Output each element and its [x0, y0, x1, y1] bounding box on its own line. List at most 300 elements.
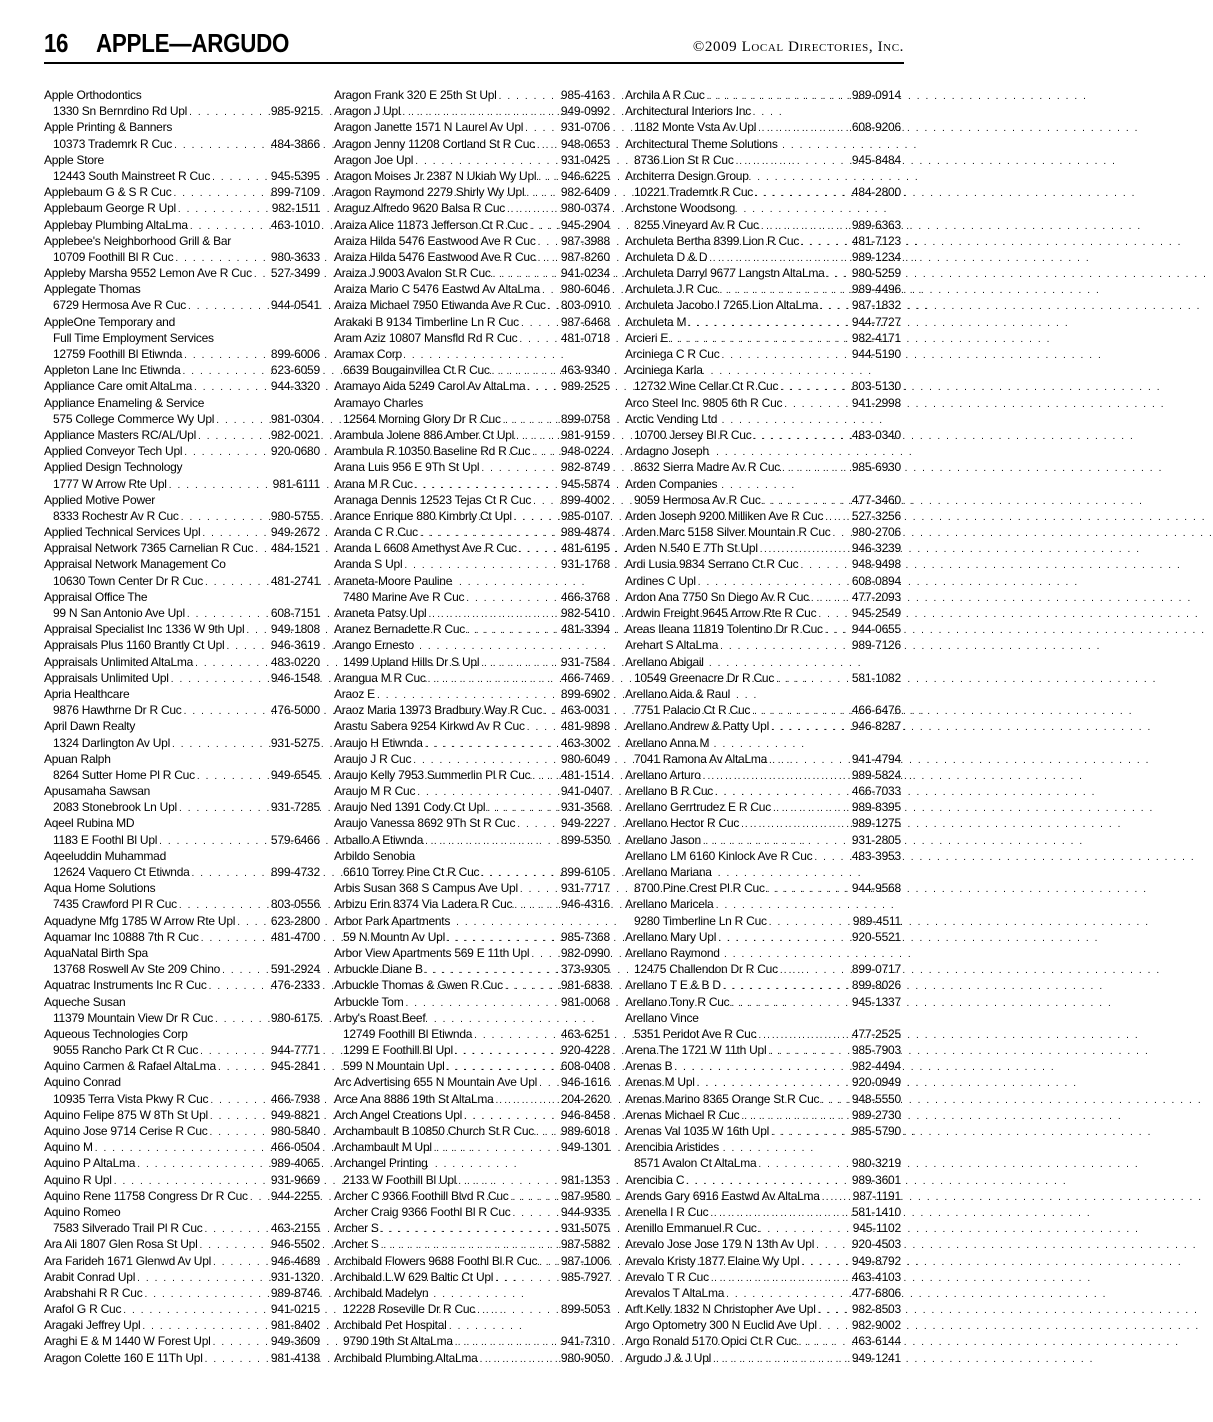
listing-name: Aragon Janette 1571 N Laurel Av Upl [334, 120, 524, 135]
listing-entry [44, 1172, 320, 1188]
phone-number: 985-7368 [560, 929, 610, 944]
listing-entry [334, 152, 610, 168]
listing-entry [334, 249, 610, 265]
listing-name: Archibald L W 629 Baltic Ct Upl [334, 1269, 494, 1284]
listing-name: Araujo Vanessa 8692 9Th St R Cuc [334, 816, 516, 831]
listing-name: Arenas M Upl [625, 1075, 695, 1090]
dot-leader [235, 915, 271, 931]
listing-entry [334, 1269, 610, 1285]
listing-heading [334, 346, 610, 362]
listing-name: Aquamar Inc 10888 7th R Cuc [44, 929, 199, 944]
dot-leader [244, 623, 271, 639]
phone-number: 949-1301 [560, 1140, 610, 1155]
phone-number: 989-5824 [851, 767, 901, 782]
dot-leader [524, 186, 560, 202]
phone-number: 463-3002 [560, 735, 610, 750]
listing-name: Arellano Raymond [625, 945, 720, 960]
listing-heading [44, 686, 320, 702]
dot-leader [135, 1271, 271, 1287]
dot-leader [536, 251, 561, 267]
dot-leader [512, 510, 561, 526]
listing-name: 12443 South Mainstreet R Cuc [53, 168, 211, 183]
listing-entry [334, 735, 610, 751]
phone-number: 931-2805 [851, 832, 901, 847]
listing-entry [44, 913, 320, 929]
dot-leader [196, 429, 271, 445]
phone-number: 989-6363 [851, 217, 901, 232]
phone-number: 608-0408 [560, 1059, 610, 1074]
phone-number: 989-2525 [560, 379, 610, 394]
dot-leader [769, 720, 852, 736]
listing-name: Full Time Employment Services [53, 330, 214, 345]
listing-heading [44, 395, 320, 411]
listing-name: 1330 Sn Bernrdino Rd Upl [53, 104, 188, 119]
dot-leader [719, 348, 851, 364]
listing-entry [625, 1155, 901, 1171]
listing-entry [334, 168, 610, 184]
listing-entry [625, 605, 901, 621]
dot-leader [537, 1255, 561, 1271]
listing-entry [334, 1139, 610, 1155]
phone-number: 944-3320 [270, 379, 320, 394]
listing-heading [625, 896, 901, 912]
dot-leader [767, 753, 852, 769]
dot-leader [716, 931, 852, 947]
header-rule [44, 62, 904, 64]
listing-entry [334, 524, 610, 540]
listing-name: Apple Store [44, 152, 104, 167]
listing-entry [334, 864, 610, 880]
listing-name: Applied Motive Power [44, 492, 156, 507]
listing-name: Applebaum G & S R Cuc [44, 185, 172, 200]
listing-name: Applied Conveyor Tech Upl [44, 444, 183, 459]
listing-entry [44, 443, 320, 459]
phone-number: 944-0541 [270, 298, 320, 313]
phone-number: 477-6806 [851, 1285, 901, 1300]
listing-name: Araujo Ned 1391 Cody Ct Upl [334, 800, 486, 815]
listing-name: Arellano Abigail [625, 654, 704, 669]
phone-number: 980-5840 [270, 1124, 320, 1138]
listing-entry [334, 880, 610, 896]
dot-leader [167, 478, 273, 494]
listing-entry [334, 1058, 610, 1074]
listing-name: Araujo J R Cuc [334, 751, 412, 766]
listing-entry [44, 961, 320, 977]
phone-number: 944-5190 [851, 347, 901, 361]
listing-heading [334, 1155, 610, 1171]
dot-leader [721, 979, 852, 995]
dot-leader [825, 267, 852, 283]
phone-number: 477-2093 [851, 589, 901, 604]
dot-leader [509, 1190, 561, 1206]
phone-number: 989-1234 [851, 249, 901, 264]
listing-entry [44, 1285, 320, 1301]
dot-leader [478, 1352, 561, 1368]
listing-name: Aquino Jose 9714 Cerise R Cuc [44, 1124, 208, 1138]
dot-leader [536, 170, 561, 186]
dot-leader [426, 672, 561, 688]
listing-name: Arana M R Cuc [334, 476, 413, 491]
phone-number: 941-4794 [851, 751, 901, 766]
listing-name: Archibald Flowers 9688 Foothl Bl R Cuc [334, 1253, 538, 1268]
phone-number: 941-0215 [270, 1302, 320, 1317]
listing-entry [334, 1042, 610, 1058]
phone-number: 466-7938 [270, 1091, 320, 1106]
listing-name: Ardon Ana 7750 Sn Diego Av R Cuc [625, 589, 809, 604]
listing-heading [44, 281, 320, 297]
listing-name: Arby's Roast Beef [334, 1010, 426, 1025]
listing-name: Arbuckle Diane B [334, 962, 423, 977]
phone-number: 989-2730 [851, 1107, 901, 1122]
listing-name: Architerra Design Group [625, 168, 749, 183]
listing-entry [334, 1026, 610, 1042]
listing-entry [334, 670, 610, 686]
listing-name: Architectural Interiors Inc [625, 104, 751, 119]
dot-leader [734, 154, 852, 170]
listing-name: Arabshahi R R Cuc [44, 1285, 143, 1300]
phone-number: 931-9669 [270, 1172, 320, 1187]
listing-heading [44, 1204, 320, 1220]
listing-entry [334, 265, 610, 281]
listing-name: 6639 Bougainvillea Ct R Cuc [343, 363, 490, 378]
phone-number: 945-2904 [560, 217, 610, 232]
phone-number: 581-1410 [851, 1204, 901, 1219]
listing-entry [334, 977, 610, 993]
listing-entry [625, 1317, 901, 1333]
listing-name: Arco Steel Inc. 9805 6th R Cuc [625, 395, 783, 410]
phone-number: 982-8749 [560, 460, 610, 475]
listing-entry [625, 815, 901, 831]
phone-number: 989-8395 [851, 800, 901, 815]
listing-entry [334, 686, 610, 702]
phone-number: 985-5790 [851, 1124, 901, 1138]
listing-name: Arc Advertising 655 N Mountain Ave Upl [334, 1075, 538, 1090]
listing-name: Araiza Michael 7950 Etiwanda Ave R Cuc [334, 298, 546, 313]
listing-name: Aquino Conrad [44, 1075, 121, 1090]
dot-leader [432, 1141, 561, 1157]
dot-leader [253, 542, 271, 558]
phone-number: 987-9580 [560, 1188, 610, 1203]
phone-number: 949-2227 [560, 816, 610, 831]
phone-number: 980-3219 [851, 1156, 901, 1171]
listing-entry [625, 670, 901, 686]
dot-leader [453, 1044, 561, 1060]
listing-name: Aramayo Aida 5249 Carol Av AltaLma [334, 379, 526, 394]
listing-name: Arango Ernesto [334, 638, 414, 653]
listing-heading [625, 1010, 901, 1026]
listing-name: Appraisal Office The [44, 589, 148, 604]
listing-name: Appraisals Unlimited Upl [44, 670, 169, 685]
listing-name: Araghi E & M 1440 W Forest Upl [44, 1334, 211, 1349]
dot-leader [823, 623, 852, 639]
listing-heading [625, 945, 901, 961]
listing-name: 59 N Mountn Av Upl [343, 929, 446, 944]
listing-entry [334, 556, 610, 572]
dot-leader [182, 348, 271, 364]
listing-name: Araneta Patsy Upl [334, 606, 427, 620]
phone-number: 476-2333 [270, 978, 320, 993]
listing-entry [44, 184, 320, 200]
listing-entry [625, 508, 901, 524]
phone-number: 989-4874 [560, 525, 610, 540]
listing-name: 1299 E Foothill Bl Upl [343, 1043, 453, 1058]
phone-number: 477-2525 [851, 1026, 901, 1041]
dot-leader [213, 1012, 271, 1028]
listing-entry [625, 573, 901, 589]
listing-name: Arabit Conrad Upl [44, 1269, 136, 1284]
listing-name: Arellano Aida & Raul [625, 686, 731, 701]
listing-name: 7435 Crawford Pl R Cuc [53, 897, 177, 912]
listing-entry [334, 1253, 610, 1269]
listing-name: Arellano Gerrtrudez E R Cuc [625, 800, 771, 815]
listing-name: 10700 Jersey Bl R Cuc [634, 427, 752, 442]
listing-name: Arangua M R Cuc [334, 670, 426, 685]
phone-number: 931-7285 [270, 800, 320, 815]
listing-name: Arellano Hector R Cuc [625, 816, 740, 831]
listing-heading [334, 1010, 610, 1026]
listing-entry [625, 217, 901, 233]
phone-number: 980-0374 [560, 201, 610, 216]
listing-name: 10549 Greenacre Dr R Cuc [634, 670, 775, 685]
listing-entry [44, 200, 320, 216]
listing-heading [44, 1026, 320, 1042]
dot-leader [525, 380, 560, 396]
listing-heading [625, 476, 901, 492]
dot-leader [530, 769, 560, 785]
listing-entry [334, 815, 610, 831]
phone-number: 987-5882 [560, 1237, 610, 1252]
dot-leader [782, 397, 852, 413]
listing-name: Aragon Raymond 2279 Shirly Wy Upl [334, 185, 525, 200]
listing-name: 13768 Roswell Av Ste 209 Chino [53, 962, 221, 977]
listing-name: Aragon Jenny 11208 Cortland St R Cuc [334, 136, 535, 151]
listing-name: 9876 Hawthrne Dr R Cuc [53, 703, 182, 718]
phone-number: 483-0220 [270, 654, 320, 669]
listing-name: 1324 Darlington Av Upl [53, 735, 171, 750]
listing-name: Arenas B [625, 1059, 673, 1074]
listing-heading [625, 1139, 901, 1155]
dot-leader [465, 623, 561, 639]
listing-name: Arciniega Karla [625, 363, 703, 378]
phone-number: 985-0107 [560, 508, 610, 523]
listing-heading [44, 945, 320, 961]
listing-name: Arehart S AltaLma [625, 638, 719, 653]
phone-number: 920-4228 [560, 1043, 610, 1058]
listing-name: Arastu Sabera 9254 Kirkwd Av R Cuc [334, 719, 525, 734]
dot-leader [812, 850, 851, 866]
phone-number: 989-4511 [852, 913, 901, 928]
listing-name: Arbuckle Tom [334, 994, 404, 1009]
phone-number: 989-7126 [851, 638, 901, 653]
listing-name: 12564 Morning Glory Dr R Cuc [343, 411, 501, 426]
listing-entry [44, 1091, 320, 1107]
listing-name: Arevalo Jose Jose 179 N 13th Av Upl [625, 1237, 815, 1252]
listing-name: Aqueche Susan [44, 994, 126, 1009]
listing-name: Ardi Lusia 9834 Serrano Ct R Cuc [625, 557, 799, 572]
listing-heading [334, 573, 610, 589]
dot-leader [751, 429, 851, 445]
phone-number: 941-0234 [560, 266, 610, 281]
listing-name: Araujo H Etiwnda [334, 735, 423, 750]
listing-name: Araiza J 9003 Avalon St R Cuc [334, 266, 491, 281]
dot-leader [214, 413, 271, 429]
listing-name: Arbis Susan 368 S Campus Ave Upl [334, 881, 518, 896]
dot-leader [207, 979, 271, 995]
listing-entry [44, 1220, 320, 1236]
listing-entry [625, 1091, 901, 1107]
listing-entry [625, 87, 901, 103]
phone-number: 941-0407 [560, 784, 610, 799]
listing-heading [625, 686, 901, 702]
listing-name: 99 N San Antonio Ave Upl [53, 606, 185, 620]
listing-entry [44, 297, 320, 313]
listing-entry [334, 751, 610, 767]
phone-number: 931-7717 [560, 881, 610, 896]
listing-name: Archer S [334, 1237, 379, 1252]
dot-leader [423, 737, 561, 753]
phone-number: 981-0304 [270, 411, 320, 426]
dot-leader [379, 1222, 561, 1238]
listing-name: 9059 Hermosa Av R Cuc [634, 492, 761, 507]
listing-name: Arch Angel Creations Upl [334, 1107, 463, 1122]
listing-entry [625, 119, 901, 135]
listing-entry [625, 1301, 901, 1317]
listing-name: Aquatrac Instruments Inc R Cuc [44, 978, 207, 993]
dot-leader [171, 186, 270, 202]
dot-leader [195, 769, 271, 785]
phone-number: 985-4163 [560, 88, 610, 102]
dot-leader [170, 737, 271, 753]
listing-name: Ara Ali 1807 Glen Rosa St Upl [44, 1237, 198, 1252]
dot-leader [142, 1287, 270, 1303]
listing-entry [625, 783, 901, 799]
phone-number: 949-2672 [270, 525, 320, 540]
dot-leader [172, 138, 271, 154]
phone-number: 980-6049 [560, 751, 610, 766]
dot-leader [203, 575, 271, 591]
listing-name: 10630 Town Center Dr R Cuc [53, 573, 204, 588]
phone-number: 946-5502 [270, 1237, 320, 1252]
phone-number: 981-1353 [560, 1172, 610, 1187]
phone-number: 481-6195 [560, 541, 610, 556]
listing-heading [44, 556, 320, 572]
phone-number: 981-9159 [560, 427, 610, 442]
listing-name: Aqueous Technologies Corp [44, 1026, 188, 1041]
dot-leader [518, 882, 561, 898]
listing-name: Archer Craig 9366 Foothl Bl R Cuc [334, 1204, 511, 1219]
listing-name: Arencibia Aristides [625, 1140, 719, 1155]
listing-heading [44, 119, 320, 135]
phone-number: 373-9305 [560, 962, 610, 977]
phone-number: 948-9498 [851, 557, 901, 572]
listing-name: Arellano Jason [625, 832, 701, 847]
listing-entry [334, 314, 610, 330]
listing-name: 8255 Vineyard Av R Cuc [634, 217, 759, 232]
dot-leader [535, 138, 561, 154]
phone-number: 944-9335 [560, 1204, 610, 1219]
listing-heading [44, 1074, 320, 1090]
dot-leader [186, 299, 271, 315]
listing-name: Araguz Alfredo 9620 Balsa R Cuc [334, 201, 506, 216]
listing-name: Apuan Ralph [44, 751, 111, 766]
listing-entry [334, 702, 610, 718]
dot-leader [711, 1352, 852, 1368]
listing-heading [625, 103, 901, 119]
phone-number: 803-0910 [560, 298, 610, 313]
phone-number: 944-7727 [851, 314, 901, 329]
listing-entry [44, 1010, 320, 1026]
dot-leader [423, 834, 561, 850]
phone-number: 949-3609 [270, 1334, 320, 1349]
phone-number: 946-4316 [560, 897, 610, 912]
phone-number: 985-6930 [851, 460, 901, 475]
listing-entry [334, 896, 610, 912]
listing-name: Ardines C Upl [625, 573, 696, 588]
listing-name: Aragon Joe Upl [334, 152, 414, 167]
listing-name: Archambault M Upl [334, 1140, 432, 1155]
listing-entry [334, 1107, 610, 1123]
dot-leader [817, 1319, 852, 1335]
listing-heading [334, 395, 610, 411]
listing-entry [334, 767, 610, 783]
listing-heading [334, 1317, 610, 1333]
phone-number: 483-3953 [851, 848, 901, 863]
listing-name: Arellano Maricela [625, 897, 714, 912]
listing-heading [625, 654, 901, 670]
phone-number: 944-9568 [851, 881, 901, 896]
listing-name: Arctic Vending Ltd [625, 411, 718, 426]
phone-number: 463-9340 [560, 363, 610, 378]
phone-number: 931-1320 [270, 1269, 320, 1284]
phone-number: 989-6018 [560, 1124, 610, 1138]
listing-entry [625, 265, 901, 281]
dot-leader [182, 704, 271, 720]
phone-number: 463-6144 [851, 1334, 901, 1349]
dot-leader [208, 1093, 271, 1109]
dot-leader [546, 299, 561, 315]
listing-name: Aquino Rene 11758 Congress Dr R Cuc [44, 1188, 248, 1203]
listing-heading [334, 913, 610, 929]
listing-name: Arden Companies [625, 476, 718, 491]
listing-name: 1182 Monte Vsta Av Upl [634, 120, 757, 135]
listing-entry [334, 1074, 610, 1090]
phone-number: 899-0758 [560, 411, 610, 426]
listing-name: Apusamaha Sawsan [44, 784, 151, 799]
listing-name: Applebaum George R Upl [44, 201, 176, 216]
phone-number: 980-5755 [270, 508, 320, 523]
listing-entry [44, 540, 320, 556]
listing-entry [44, 265, 320, 281]
dot-leader [816, 1303, 852, 1319]
dot-leader [778, 963, 852, 979]
phone-number: 949-8792 [851, 1253, 901, 1268]
listing-heading [44, 459, 320, 475]
dot-leader [534, 1125, 561, 1141]
phone-number: 484-3866 [270, 136, 320, 151]
listing-entry [334, 459, 610, 475]
phone-number: 941-2998 [851, 395, 901, 410]
phone-number: 987-6468 [560, 314, 610, 329]
phone-number: 989-1275 [851, 816, 901, 831]
listing-entry [625, 233, 901, 249]
listing-name: 6729 Hermosa Ave R Cuc [53, 298, 187, 313]
phone-number: 899-4002 [560, 492, 610, 507]
dot-leader [187, 105, 271, 121]
listing-name: Aramayo Charles [334, 395, 423, 410]
listing-name: 5351 Peridot Ave R Cuc [634, 1026, 757, 1041]
dot-leader [208, 1125, 271, 1141]
listing-entry [334, 200, 610, 216]
